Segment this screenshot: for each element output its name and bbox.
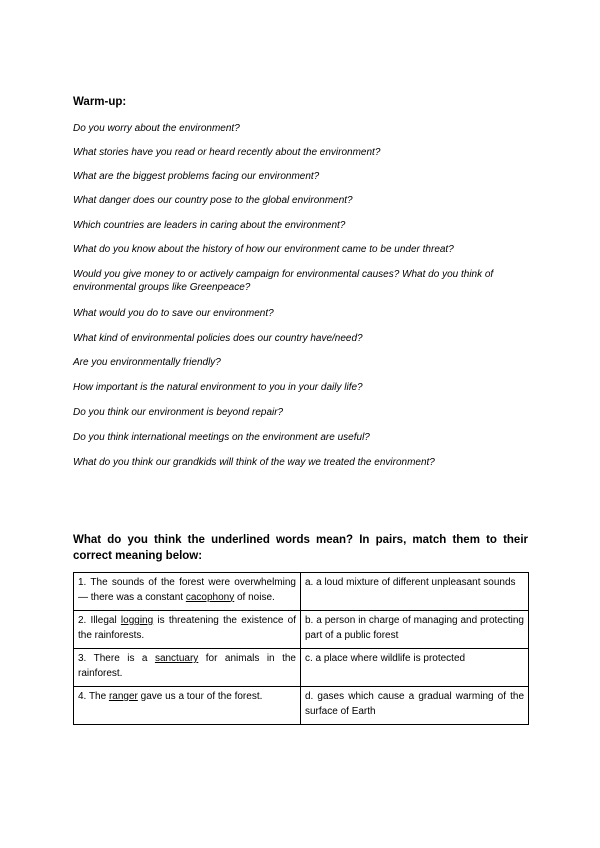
underlined-word: cacophony — [185, 591, 235, 603]
matching-table — [73, 572, 529, 725]
meaning-cell: a. a loud mixture of different unpleasant sounds — [301, 573, 529, 611]
underlined-word: ranger — [108, 691, 138, 702]
underlined-word: sanctuary — [154, 653, 199, 664]
sentence-text: 2. Illegal — [78, 615, 121, 626]
sentence-text: 1. The sounds of the forest were overwhelming — there was a constant — [78, 577, 296, 603]
sentence-cell — [74, 573, 301, 611]
table-row — [74, 611, 529, 649]
table-row — [74, 573, 529, 611]
sentence-text: of noise. — [234, 591, 275, 603]
sentence-text: is threatening the existence of the rainforests. — [78, 615, 296, 641]
meaning-cell: b. a person in charge of managing and protecting part of a public forest — [301, 611, 529, 649]
warmup-question: What kind of environmental policies does our country have/need? — [73, 333, 363, 344]
table-row — [74, 649, 529, 687]
exercise-heading: What do you think the underlined words mean? In pairs, match them to their correct meaning below: — [73, 534, 528, 562]
warmup-question: Do you worry about the environment? — [73, 123, 240, 134]
table-row — [74, 687, 529, 725]
warmup-question: What stories have you read or heard recently about the environment? — [73, 147, 381, 158]
warmup-heading: Warm-up: — [73, 96, 127, 108]
meaning-cell: d. gases which cause a gradual warming of the surface of Earth — [301, 687, 529, 725]
warmup-question: What would you do to save our environment? — [73, 308, 274, 319]
sentence-text: gave us a tour of the forest. — [137, 691, 263, 702]
warmup-question: How important is the natural environment to you in your daily life? — [73, 382, 363, 393]
warmup-question: What do you think our grandkids will think of the way we treated the environment? — [73, 457, 435, 468]
warmup-question: Do you think international meetings on the environment are useful? — [73, 432, 370, 443]
warmup-question: What danger does our country pose to the global environment? — [73, 195, 353, 206]
warmup-question: Are you environmentally friendly? — [73, 357, 221, 368]
sentence-cell — [74, 687, 301, 725]
sentence-text: for animals in the rainforest. — [78, 653, 296, 679]
warmup-question: What are the biggest problems facing our environment? — [73, 171, 320, 182]
sentence-text: 3. There is a — [78, 653, 155, 664]
meaning-cell: c. a place where wildlife is protected — [301, 649, 529, 687]
sentence-cell — [74, 611, 301, 649]
warmup-question: Would you give money to or actively campaign for environmental causes? What do you think of environmental groups like Greenpeace? — [73, 269, 494, 293]
underlined-word: logging — [120, 615, 154, 626]
sentence-cell — [74, 649, 301, 687]
warmup-question: What do you know about the history of how our environment came to be under threat? — [73, 244, 454, 255]
warmup-question: Do you think our environment is beyond repair? — [73, 407, 284, 418]
sentence-text: 4. The — [78, 691, 109, 702]
warmup-question: Which countries are leaders in caring about the environment? — [73, 220, 346, 231]
